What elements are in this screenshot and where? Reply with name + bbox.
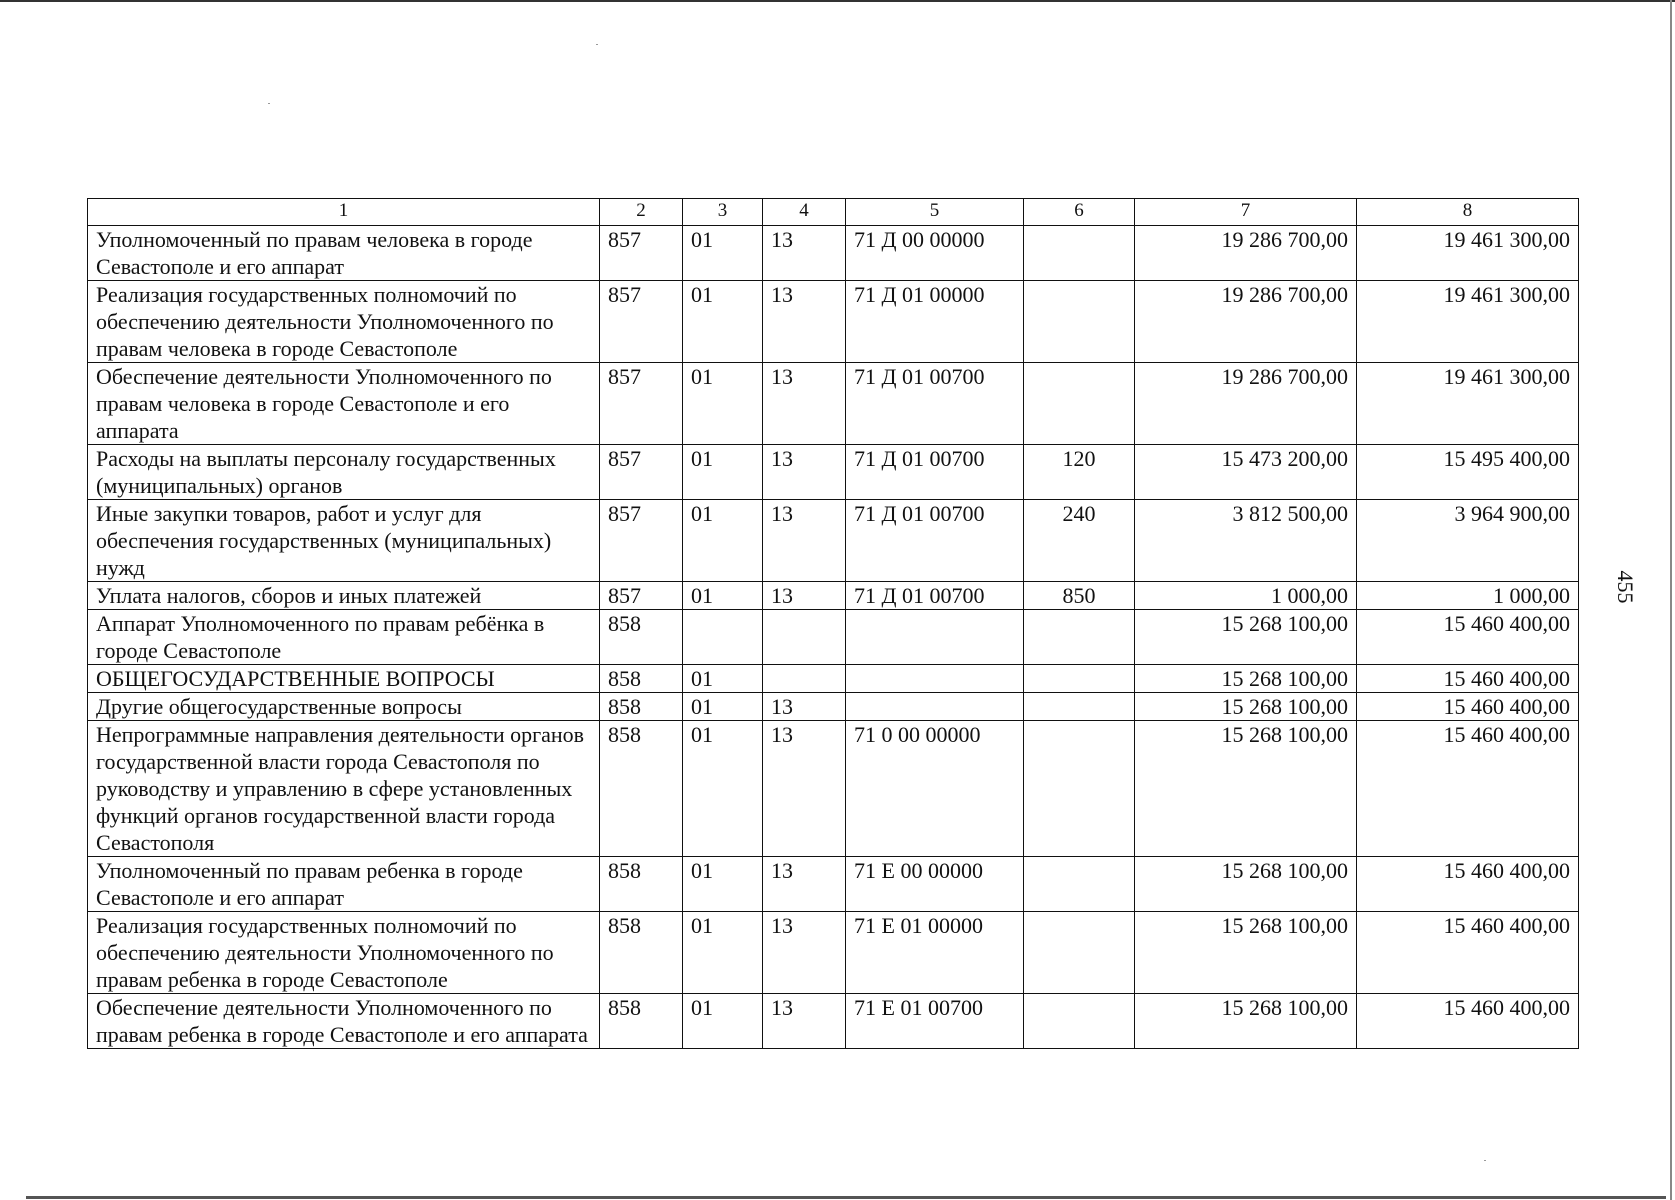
row-sum-2: 15 460 400,00: [1357, 693, 1579, 721]
row-name: Иные закупки товаров, работ и услуг для обеспечения государственных (муниципальных) нужд: [88, 500, 600, 582]
row-name: Непрограммные направления деятельности органов государственной власти города Севастополя по руководству и управлению в сфере установленных функций органов государственной власти города Севастополя: [88, 721, 600, 857]
row-csr: [846, 693, 1024, 721]
row-sum-2: 1 000,00: [1357, 582, 1579, 610]
row-vr: [1024, 281, 1135, 363]
row-sum-1: 3 812 500,00: [1135, 500, 1357, 582]
row-ved: 858: [600, 912, 683, 994]
row-rz: 01: [683, 582, 763, 610]
row-csr: 71 Е 01 00000: [846, 912, 1024, 994]
table-row: [88, 721, 1579, 857]
row-name: Аппарат Уполномоченного по правам ребёнка в городе Севастополе: [88, 610, 600, 665]
row-ved: 858: [600, 721, 683, 857]
row-name: Уполномоченный по правам человека в городе Севастополе и его аппарат: [88, 226, 600, 281]
row-sum-2: 3 964 900,00: [1357, 500, 1579, 582]
column-header: 3: [683, 199, 763, 226]
column-header: 4: [763, 199, 846, 226]
row-sum-2: 15 495 400,00: [1357, 445, 1579, 500]
row-ved: 857: [600, 445, 683, 500]
table-row: [88, 693, 1579, 721]
row-pr: 13: [763, 226, 846, 281]
row-sum-2: 15 460 400,00: [1357, 665, 1579, 693]
row-ved: 858: [600, 994, 683, 1049]
row-pr: 13: [763, 445, 846, 500]
row-sum-2: 15 460 400,00: [1357, 610, 1579, 665]
row-rz: 01: [683, 363, 763, 445]
row-ved: 857: [600, 500, 683, 582]
row-rz: 01: [683, 445, 763, 500]
row-ved: 858: [600, 665, 683, 693]
row-sum-1: 15 473 200,00: [1135, 445, 1357, 500]
row-vr: [1024, 912, 1135, 994]
row-name: Обеспечение деятельности Уполномоченного по правам ребенка в городе Севастополе и его аппарата: [88, 994, 600, 1049]
column-header: 8: [1357, 199, 1579, 226]
row-ved: 858: [600, 610, 683, 665]
row-rz: 01: [683, 693, 763, 721]
row-csr: 71 Д 01 00000: [846, 281, 1024, 363]
row-pr: 13: [763, 994, 846, 1049]
row-vr: [1024, 994, 1135, 1049]
row-rz: 01: [683, 721, 763, 857]
row-name: Реализация государственных полномочий по обеспечению деятельности Уполномоченного по правам ребенка в городе Севастополе: [88, 912, 600, 994]
table-row: [88, 912, 1579, 994]
row-pr: 13: [763, 363, 846, 445]
table-row: [88, 226, 1579, 281]
row-sum-1: 1 000,00: [1135, 582, 1357, 610]
row-sum-1: 15 268 100,00: [1135, 721, 1357, 857]
row-rz: 01: [683, 281, 763, 363]
row-vr: [1024, 610, 1135, 665]
row-sum-1: 15 268 100,00: [1135, 693, 1357, 721]
row-sum-2: 15 460 400,00: [1357, 857, 1579, 912]
row-csr: 71 Д 01 00700: [846, 500, 1024, 582]
row-rz: 01: [683, 912, 763, 994]
row-vr: [1024, 363, 1135, 445]
row-name: Другие общегосударственные вопросы: [88, 693, 600, 721]
page-number: 455: [1613, 570, 1638, 604]
row-csr: 71 Д 01 00700: [846, 445, 1024, 500]
budget-table: [87, 198, 1579, 1049]
row-sum-2: 15 460 400,00: [1357, 912, 1579, 994]
row-name: Реализация государственных полномочий по обеспечению деятельности Уполномоченного по правам человека в городе Севастополе: [88, 281, 600, 363]
row-csr: [846, 665, 1024, 693]
row-pr: 13: [763, 693, 846, 721]
row-vr: 240: [1024, 500, 1135, 582]
row-pr: 13: [763, 500, 846, 582]
row-pr: [763, 665, 846, 693]
column-header: 5: [846, 199, 1024, 226]
column-header: 2: [600, 199, 683, 226]
row-sum-1: 19 286 700,00: [1135, 226, 1357, 281]
row-sum-2: 15 460 400,00: [1357, 994, 1579, 1049]
row-csr: 71 Д 00 00000: [846, 226, 1024, 281]
column-header: 7: [1135, 199, 1357, 226]
row-pr: 13: [763, 912, 846, 994]
table-row: [88, 363, 1579, 445]
header-row: [88, 199, 1579, 226]
row-csr: 71 Е 01 00700: [846, 994, 1024, 1049]
table-row: [88, 610, 1579, 665]
row-name: Обеспечение деятельности Уполномоченного по правам человека в городе Севастополе и его аппарата: [88, 363, 600, 445]
scan-speck: [268, 103, 270, 104]
row-sum-2: 19 461 300,00: [1357, 281, 1579, 363]
row-sum-1: 15 268 100,00: [1135, 610, 1357, 665]
row-rz: 01: [683, 994, 763, 1049]
row-name: Уплата налогов, сборов и иных платежей: [88, 582, 600, 610]
row-sum-1: 19 286 700,00: [1135, 363, 1357, 445]
row-ved: 857: [600, 226, 683, 281]
row-sum-2: 19 461 300,00: [1357, 363, 1579, 445]
row-ved: 857: [600, 363, 683, 445]
row-vr: [1024, 226, 1135, 281]
row-rz: [683, 610, 763, 665]
row-sum-2: 15 460 400,00: [1357, 721, 1579, 857]
row-vr: [1024, 665, 1135, 693]
table-row: [88, 500, 1579, 582]
row-pr: [763, 610, 846, 665]
table-row: [88, 281, 1579, 363]
row-csr: 71 Е 00 00000: [846, 857, 1024, 912]
row-rz: 01: [683, 665, 763, 693]
column-header: 1: [88, 199, 600, 226]
row-vr: [1024, 721, 1135, 857]
row-pr: 13: [763, 281, 846, 363]
row-name: Расходы на выплаты персоналу государственных (муниципальных) органов: [88, 445, 600, 500]
scan-speck: [596, 44, 598, 45]
row-sum-2: 19 461 300,00: [1357, 226, 1579, 281]
row-sum-1: 15 268 100,00: [1135, 857, 1357, 912]
row-name: ОБЩЕГОСУДАРСТВЕННЫЕ ВОПРОСЫ: [88, 665, 600, 693]
table-row: [88, 582, 1579, 610]
row-vr: [1024, 693, 1135, 721]
row-csr: 71 Д 01 00700: [846, 363, 1024, 445]
row-csr: 71 Д 01 00700: [846, 582, 1024, 610]
row-pr: 13: [763, 857, 846, 912]
row-name: Уполномоченный по правам ребенка в городе Севастополе и его аппарат: [88, 857, 600, 912]
row-rz: 01: [683, 226, 763, 281]
row-sum-1: 15 268 100,00: [1135, 665, 1357, 693]
row-vr: 120: [1024, 445, 1135, 500]
row-csr: 71 0 00 00000: [846, 721, 1024, 857]
row-vr: [1024, 857, 1135, 912]
row-ved: 857: [600, 281, 683, 363]
table-row: [88, 445, 1579, 500]
scan-edge-right: [1670, 0, 1672, 1200]
scan-speck: [1484, 1160, 1486, 1161]
row-sum-1: 15 268 100,00: [1135, 912, 1357, 994]
table-row: [88, 994, 1579, 1049]
row-pr: 13: [763, 721, 846, 857]
row-vr: 850: [1024, 582, 1135, 610]
row-ved: 857: [600, 582, 683, 610]
row-sum-1: 19 286 700,00: [1135, 281, 1357, 363]
scan-edge-bottom: [26, 1196, 1666, 1199]
row-rz: 01: [683, 857, 763, 912]
row-ved: 858: [600, 857, 683, 912]
scan-edge-top: [0, 0, 1675, 2]
column-header: 6: [1024, 199, 1135, 226]
table-row: [88, 665, 1579, 693]
row-sum-1: 15 268 100,00: [1135, 994, 1357, 1049]
row-csr: [846, 610, 1024, 665]
row-ved: 858: [600, 693, 683, 721]
row-pr: 13: [763, 582, 846, 610]
row-rz: 01: [683, 500, 763, 582]
table-row: [88, 857, 1579, 912]
